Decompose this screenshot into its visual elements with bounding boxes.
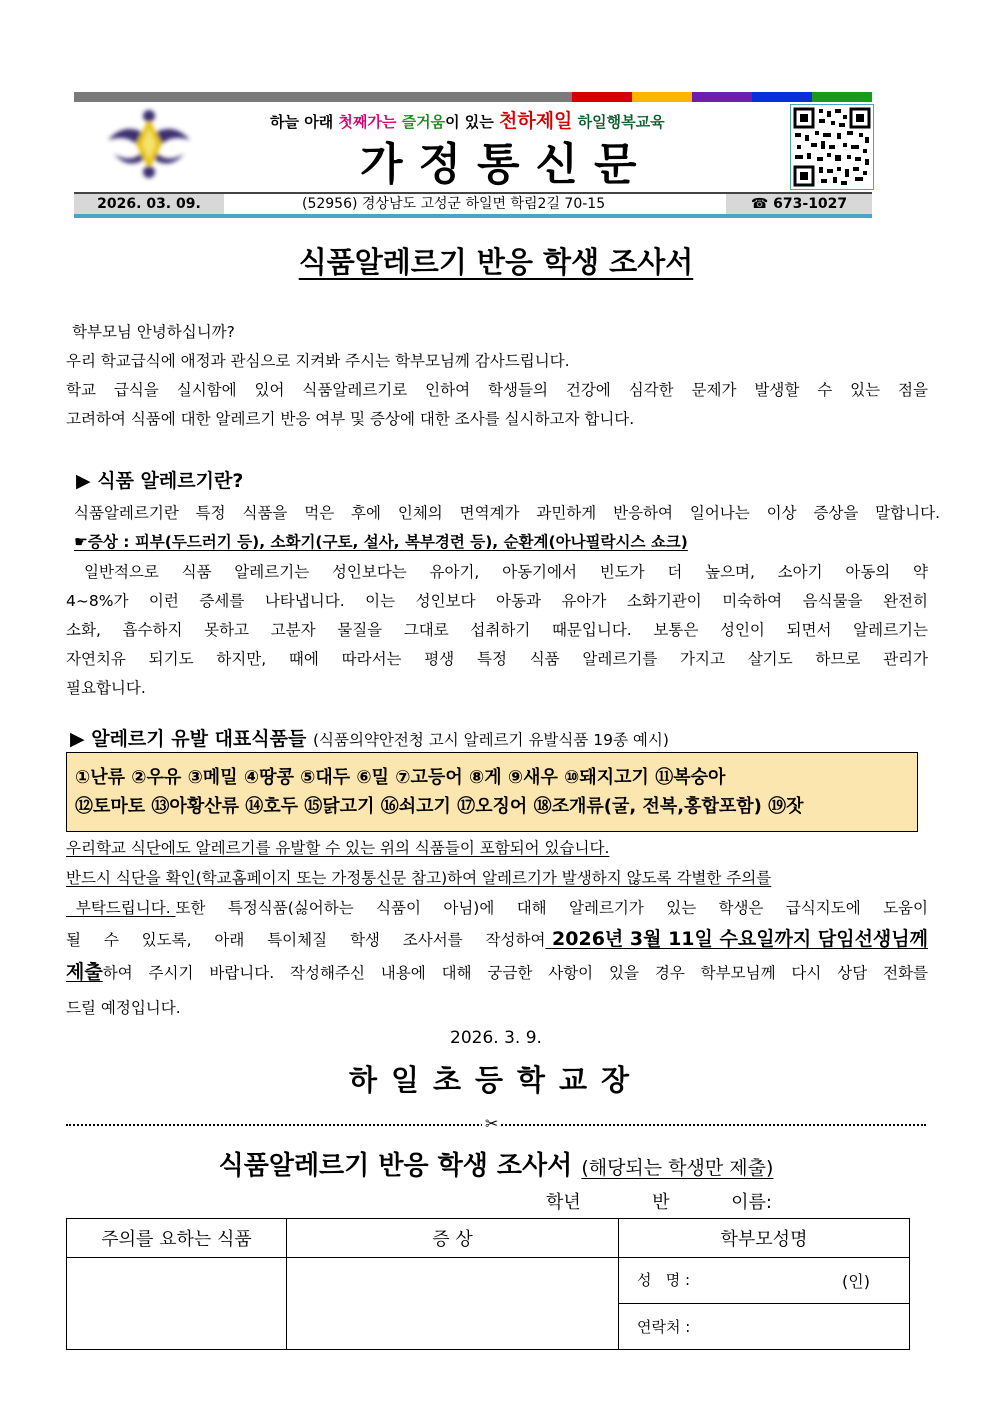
- school-phone: ☎ 673-1027: [726, 194, 872, 214]
- class-label: 반: [652, 1192, 670, 1213]
- intro-line: 학교 급식을 실시함에 있어 식품알레르기로 인하여 학생들의 건강에 심각한 문제가 발생할 수 있는 점을: [66, 381, 928, 399]
- allergy-text: 일반적으로 식품 알레르기는 성인보다는 유아기, 아동기에서 빈도가 더 높으며, 소아기 아동의 약: [84, 563, 928, 581]
- allergy-text: 자연치유 되기도 하지만, 때에 따라서는 평생 특정 식품 알레르기를 가지고 살기도 하므로 관리가: [66, 650, 928, 668]
- allergy-definition: 식품알레르기란 특정 식품을 먹은 후에 인체의 면역계가 과민하게 반응하여 일어나는 이상 증상을 말합니다.: [74, 504, 940, 522]
- allergen-line: ⑫토마토 ⑬아황산류 ⑭호두 ⑮닭고기 ⑯쇠고기 ⑰오징어 ⑱조개류(굴, 전복,홍합포함) ⑲잣: [75, 796, 804, 817]
- parent-name-cell[interactable]: [619, 1258, 910, 1304]
- header-symptom: 증 상: [287, 1219, 619, 1258]
- notice-line: 우리학교 식단에도 알레르기를 유발할 수 있는 위의 식품들이 포함되어 있습니다.: [66, 839, 610, 857]
- greeting: 학부모님 안녕하십니까?: [72, 323, 235, 341]
- header-food: 주의를 요하는 식품: [67, 1219, 287, 1258]
- notice-line: 반드시 식단을 확인(학교홈페이지 또는 가정통신문 참고)하여 알레르기가 발생하지 않도록 각별한 주의를: [66, 869, 772, 887]
- school-address: (52956) 경상남도 고성군 하일면 학림2길 70-15: [302, 196, 606, 212]
- food-input-cell[interactable]: [67, 1258, 287, 1350]
- contact-label: 연락처 :: [637, 1318, 691, 1336]
- symptom-input-cell[interactable]: [287, 1258, 619, 1350]
- allergy-text: 4~8%가 이런 증세를 나타냅니다. 이는 성인보다 아동과 유아가 소화기관이 미숙하여 음식물을 완전히: [66, 592, 928, 610]
- notice-line: 제출 하여 주시기 바랍니다. 작성해주신 내용에 대해 궁금한 사항이 있을 경우 학부모님께 다시 상담 전화를: [66, 961, 928, 983]
- intro-line: 우리 학교급식에 애정과 관심으로 지켜봐 주시는 학부모님께 감사드립니다.: [66, 352, 570, 370]
- seal-label: (인): [842, 1272, 870, 1291]
- form-title: 식품알레르기 반응 학생 조사서 (해당되는 학생만 제출): [218, 1151, 774, 1181]
- principal-signature: 하일초등학교장: [348, 1063, 644, 1097]
- survey-table: [66, 1218, 910, 1350]
- school-logo-icon: [100, 106, 198, 182]
- newsletter-title: 가정통신문: [360, 139, 653, 190]
- parent-name-label: 성 명 :: [637, 1271, 691, 1289]
- scissors-icon: ✂: [482, 1114, 501, 1133]
- student-info-line: [546, 1188, 772, 1214]
- allergy-text: 필요합니다.: [66, 679, 146, 697]
- header-color-bar: [74, 92, 872, 102]
- contact-cell[interactable]: [619, 1304, 910, 1350]
- notice-line: 부탁드립니다. 또한 특정식품(싫어하는 식품이 아님)에 대해 알레르기가 있는 학생은 급식지도에 도움이: [66, 899, 928, 917]
- intro-line: 고려하여 식품에 대한 알레르기 반응 여부 및 증상에 대한 조사를 실시하고자 합니다.: [66, 410, 635, 428]
- name-label: 이름:: [731, 1192, 772, 1213]
- document-title: 식품알레르기 반응 학생 조사서: [298, 245, 694, 279]
- section-heading-foods: ▶ 알레르기 유발 대표식품들 (식품의약안전청 고시 알레르기 유발식품 19종 예시): [70, 728, 669, 750]
- issue-date: 2026. 03. 09.: [74, 194, 224, 214]
- notice-line: 드릴 예정입니다.: [66, 999, 181, 1017]
- notice-line: 될 수 있도록, 아래 특이체질 학생 조사서를 작성하여 2026년 3월 11일 수요일까지 담임선생님께: [66, 928, 928, 950]
- info-bar: [74, 192, 872, 214]
- section-heading-allergy: ▶ 식품 알레르기란?: [76, 470, 244, 492]
- allergen-line: ①난류 ②우유 ③메밀 ④땅콩 ⑤대두 ⑥밀 ⑦고등어 ⑧게 ⑨새우 ⑩돼지고기 ⑪복숭아: [75, 767, 726, 788]
- symptoms-line: ☛증상 : 피부(두드러기 등), 소화기(구토, 설사, 복부경련 등), 순환계(아나필락시스 쇼크): [74, 533, 688, 551]
- sign-date: 2026. 3. 9.: [450, 1028, 542, 1048]
- grade-label: 학년: [546, 1192, 581, 1213]
- qr-code-icon[interactable]: [790, 104, 874, 190]
- allergen-list-box: [66, 752, 918, 832]
- header-parent: 학부모성명: [619, 1219, 910, 1258]
- slogan: 하늘 아래 첫째가는 즐거움이 있는 천하제일 하일행복교육: [270, 110, 665, 132]
- allergy-text: 소화, 흡수하지 못하고 고분자 물질을 그대로 섭취하기 때문입니다. 보통은 성인이 되면서 알레르기는: [66, 621, 928, 639]
